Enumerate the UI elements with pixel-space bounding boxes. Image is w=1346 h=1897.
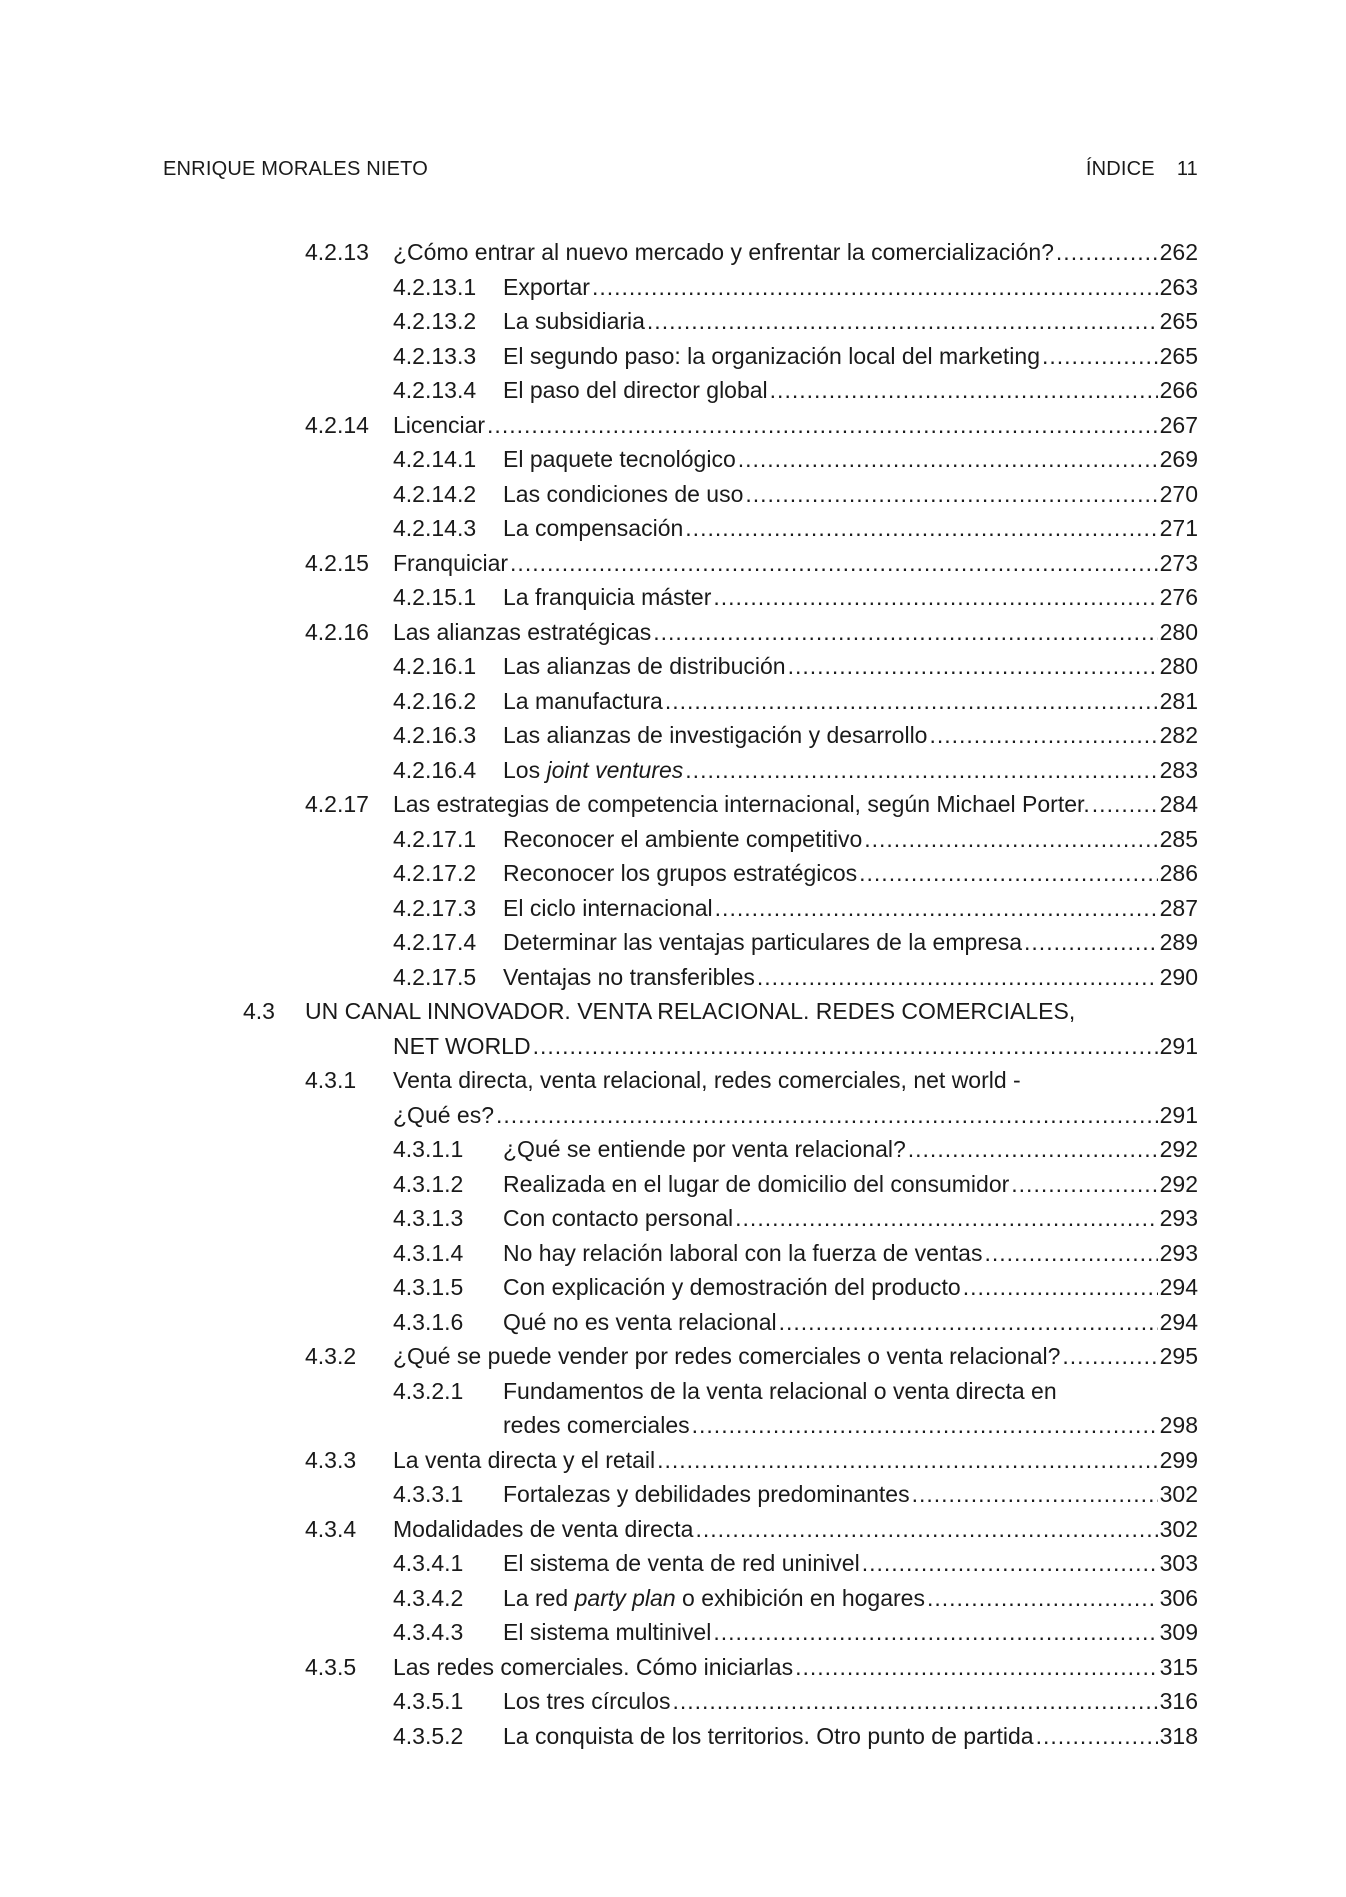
toc-entry-title: La manufactura [503, 687, 663, 714]
toc-entry [0, 994, 1346, 1029]
toc-entry-title: ¿Cómo entrar al nuevo mercado y enfrentar la comercialización? [393, 239, 1054, 265]
toc-entry-number: 4.2.16.1 [393, 653, 477, 679]
page-number: 11 [1176, 158, 1198, 180]
toc-entry-line [503, 1546, 1198, 1581]
toc-entry-page: 292 [1159, 1170, 1198, 1197]
toc-entry-page: 291 [1159, 1032, 1198, 1059]
toc-entry-number: 4.2.13.2 [393, 308, 477, 334]
toc-entry-line [503, 580, 1198, 615]
toc-dot-leader [692, 1408, 1158, 1443]
toc-entry-title: UN CANAL INNOVADOR. VENTA RELACIONAL. REDES COMERCIALES, [305, 998, 1076, 1024]
toc-dot-leader [665, 684, 1158, 719]
toc-entry-line [503, 373, 1198, 408]
toc-entry-title: Venta directa, venta relacional, redes comerciales, net world - [393, 1067, 1021, 1093]
toc-entry-page: 294 [1159, 1274, 1198, 1300]
toc-entry-line [503, 960, 1198, 995]
toc-entry-title: redes comerciales [503, 1412, 690, 1438]
toc-dot-leader [713, 580, 1157, 615]
toc-dot-leader [1062, 1339, 1157, 1374]
toc-entry-number: 4.2.16.2 [393, 687, 477, 714]
toc-entry-page: 266 [1159, 377, 1198, 403]
toc-entry-number: 4.3.1 [305, 1067, 357, 1093]
toc-entry [0, 787, 1346, 822]
toc-entry [0, 1270, 1346, 1305]
toc-entry-title: Licenciar [393, 411, 486, 438]
toc-entry-title: Los joint ventures [503, 756, 684, 783]
toc-entry-title: Qué no es venta relacional [503, 1308, 777, 1335]
toc-entry-title: El sistema multinivel [503, 1619, 712, 1645]
toc-dot-leader [738, 442, 1158, 477]
toc-entry-line [393, 1098, 1198, 1133]
toc-entry-page: 302 [1159, 1481, 1198, 1507]
toc-entry-line [503, 1684, 1198, 1719]
toc-entry-title: Fortalezas y debilidades predominantes [503, 1481, 910, 1507]
toc-entry-title: No hay relación laboral con la fuerza de ventas [503, 1239, 983, 1266]
toc-entry-page: 289 [1159, 929, 1198, 955]
toc-entry-title: El paso del director global [503, 377, 768, 403]
toc-dot-leader [487, 408, 1158, 443]
toc-entry-line [503, 477, 1198, 512]
toc-entry-title: Con contacto personal [503, 1205, 734, 1231]
toc-entry [0, 1167, 1346, 1202]
toc-entry [0, 1719, 1346, 1754]
toc-entry-line [503, 1615, 1198, 1650]
toc-entry-page: 285 [1159, 825, 1198, 852]
toc-entry [0, 1477, 1346, 1512]
toc-entry-page: 295 [1159, 1343, 1198, 1369]
toc-entry-title: El sistema de venta de red uninivel [503, 1550, 860, 1576]
toc-entry-page: 293 [1159, 1239, 1198, 1266]
toc-dot-leader [735, 1201, 1157, 1236]
toc-entry-number: 4.3.1.4 [393, 1239, 464, 1266]
toc-entry-number: 4.2.17.1 [393, 825, 477, 852]
toc-entry-page: 265 [1159, 342, 1198, 369]
toc-entry-number: 4.3.4 [305, 1515, 357, 1542]
toc-entry [0, 925, 1346, 960]
toc-entry-page: 263 [1159, 273, 1198, 300]
toc-entry-line [393, 1650, 1198, 1685]
toc-entry-line [503, 891, 1198, 926]
toc-entry-title: Exportar [503, 273, 590, 300]
toc-entry-title: Las alianzas estratégicas [393, 618, 652, 645]
toc-entry-number: 4.3.1.1 [393, 1136, 464, 1162]
toc-dot-leader [1036, 1719, 1158, 1754]
toc-dot-leader [657, 1443, 1158, 1478]
toc-dot-leader [672, 1684, 1157, 1719]
toc-entry-line [393, 615, 1198, 650]
toc-dot-leader [496, 1098, 1158, 1133]
toc-entry-number: 4.3 [243, 998, 275, 1024]
toc-entry-page: 306 [1159, 1584, 1198, 1611]
toc-entry-title: Franquiciar [393, 549, 509, 576]
toc-entry-number: 4.2.13.3 [393, 342, 477, 369]
toc-entry-page: 318 [1159, 1722, 1198, 1749]
toc-dot-leader [779, 1305, 1158, 1340]
toc-entry-page: 271 [1159, 515, 1198, 541]
running-header-section [1086, 158, 1198, 181]
toc-entry-title: Con explicación y demostración del producto [503, 1274, 961, 1300]
toc-entry-page: 292 [1159, 1136, 1198, 1162]
toc-dot-leader [859, 856, 1157, 891]
toc-entry [0, 684, 1346, 719]
toc-entry [0, 304, 1346, 339]
toc-entry [0, 270, 1346, 305]
toc-entry-line [503, 1236, 1198, 1271]
toc-dot-leader [533, 1029, 1158, 1064]
toc-entry-page: 262 [1159, 239, 1198, 265]
toc-dot-leader [695, 1512, 1157, 1547]
toc-entry-line [503, 718, 1198, 753]
toc-dot-leader [908, 1132, 1158, 1167]
toc-entry [0, 856, 1346, 891]
toc-entry-line [305, 994, 1198, 1029]
toc-entry-title: Realizada en el lugar de domicilio del consumidor [503, 1170, 1010, 1197]
toc-entry-title: La venta directa y el retail [393, 1446, 656, 1473]
toc-entry-number: 4.2.17.2 [393, 860, 477, 886]
toc-entry-page: 280 [1159, 618, 1198, 645]
toc-entry-page: 283 [1159, 756, 1198, 783]
toc-entry-number: 4.2.16.4 [393, 756, 477, 783]
toc-entry-number: 4.3.4.2 [393, 1584, 464, 1611]
toc-entry-number: 4.2.14.3 [393, 515, 477, 541]
toc-entry [0, 1546, 1346, 1581]
toc-dot-leader [685, 753, 1157, 788]
toc-entry-title: ¿Qué es? [393, 1101, 494, 1128]
toc-entry-page: 315 [1159, 1653, 1198, 1680]
toc-dot-leader [929, 718, 1157, 753]
toc-entry-number: 4.2.15.1 [393, 584, 477, 610]
toc-entry-title: La red party plan o exhibición en hogares [503, 1584, 925, 1611]
toc-dot-leader [1024, 925, 1158, 960]
toc-dot-leader [927, 1581, 1158, 1616]
toc-entry-number: 4.2.13 [305, 239, 369, 265]
toc-entry [0, 442, 1346, 477]
toc-entry-number: 4.3.1.2 [393, 1170, 464, 1197]
toc-entry-line [393, 1443, 1198, 1478]
toc-entry-line [503, 339, 1198, 374]
toc-entry-page: 270 [1159, 480, 1198, 507]
toc-dot-leader [745, 477, 1157, 512]
toc-entry-page: 280 [1159, 653, 1198, 679]
toc-entry [0, 1305, 1346, 1340]
toc-entry-number: 4.3.2.1 [393, 1377, 464, 1404]
toc-entry-line [503, 1477, 1198, 1512]
toc-dot-leader [715, 891, 1158, 926]
toc-entry [0, 649, 1346, 684]
toc-dot-leader [757, 960, 1158, 995]
toc-entry-number: 4.3.3 [305, 1446, 357, 1473]
toc-entry-number: 4.3.1.3 [393, 1205, 464, 1231]
toc-entry-title: Modalidades de venta directa [393, 1515, 694, 1542]
toc-entry [0, 1512, 1346, 1547]
toc-entry-page: 290 [1159, 963, 1198, 990]
toc-entry-title: Las alianzas de distribución [503, 653, 786, 679]
toc-entry-line [503, 1132, 1198, 1167]
toc-entry-title: Las redes comerciales. Cómo iniciarlas [393, 1653, 794, 1680]
toc-entry-title: La franquicia máster [503, 584, 712, 610]
toc-dot-leader [963, 1270, 1158, 1305]
toc-dot-leader [713, 1615, 1157, 1650]
toc-entry [0, 1374, 1346, 1409]
toc-dot-leader [1092, 787, 1158, 822]
toc-entry-number: 4.2.13.1 [393, 273, 477, 300]
toc-entry-number: 4.3.2 [305, 1343, 357, 1369]
toc-entry-number: 4.3.1.6 [393, 1308, 464, 1335]
toc-entry-title: Los tres círculos [503, 1688, 671, 1714]
toc-entry-title: Las alianzas de investigación y desarrollo [503, 722, 928, 748]
toc-entry-number: 4.2.14.1 [393, 446, 477, 472]
toc-entry [0, 1684, 1346, 1719]
toc-entry [0, 1408, 1346, 1443]
toc-entry-number: 4.2.16 [305, 618, 369, 645]
toc-entry-line [503, 1305, 1198, 1340]
toc-entry [0, 1063, 1346, 1098]
toc-entry [0, 1098, 1346, 1133]
toc-entry-number: 4.2.17 [305, 791, 369, 817]
toc-entry-number: 4.3.5.2 [393, 1722, 464, 1749]
toc-entry [0, 1615, 1346, 1650]
toc-dot-leader [862, 1546, 1158, 1581]
toc-dot-leader [685, 511, 1157, 546]
toc-entry-title: El paquete tecnológico [503, 446, 736, 472]
toc-entry-line [503, 684, 1198, 719]
toc-entry-line [503, 753, 1198, 788]
toc-entry [0, 580, 1346, 615]
toc-entry [0, 373, 1346, 408]
toc-entry-line [503, 822, 1198, 857]
toc-entry-line [503, 1167, 1198, 1202]
toc-entry-line [503, 1374, 1198, 1409]
toc-entry-number: 4.3.5.1 [393, 1688, 464, 1714]
toc-dot-leader [795, 1650, 1158, 1685]
toc-entry-number: 4.2.13.4 [393, 377, 477, 403]
toc-entry-page: 299 [1159, 1446, 1198, 1473]
toc-dot-leader [984, 1236, 1157, 1271]
toc-entry-title: El ciclo internacional [503, 894, 713, 921]
toc-entry-title: Las condiciones de uso [503, 480, 744, 507]
toc-entry-number: 4.3.4.1 [393, 1550, 464, 1576]
toc-entry [0, 1650, 1346, 1685]
toc-entry-page: 287 [1159, 894, 1198, 921]
toc-entry-line [503, 649, 1198, 684]
toc-entry-page: 294 [1159, 1308, 1198, 1335]
toc-entry-page: 286 [1159, 860, 1198, 886]
toc-entry-line [393, 1029, 1198, 1064]
toc-entry [0, 511, 1346, 546]
toc-entry-number: 4.3.5 [305, 1653, 357, 1680]
toc-entry-page: 267 [1159, 411, 1198, 438]
toc-entry [0, 718, 1346, 753]
toc-entry [0, 1443, 1346, 1478]
toc-entry-title: Ventajas no transferibles [503, 963, 755, 990]
toc-entry-title: La conquista de los territorios. Otro punto de partida [503, 1722, 1034, 1749]
toc-entry-number: 4.3.4.3 [393, 1619, 464, 1645]
toc-entry-line [393, 1339, 1198, 1374]
toc-entry-page: 303 [1159, 1550, 1198, 1576]
toc-dot-leader [1056, 235, 1158, 270]
toc-entry-line [503, 1201, 1198, 1236]
toc-entry-title: ¿Qué se puede vender por redes comerciales o venta relacional? [393, 1343, 1061, 1369]
toc-entry-page: 282 [1159, 722, 1198, 748]
toc-entry [0, 615, 1346, 650]
toc-entry [0, 546, 1346, 581]
toc-entry-page: 281 [1159, 687, 1198, 714]
toc-entry-number: 4.3.1.5 [393, 1274, 464, 1300]
toc-entry-title: El segundo paso: la organización local del marketing [503, 342, 1040, 369]
toc-entry-line [393, 787, 1198, 822]
toc-entry-page: 291 [1159, 1101, 1198, 1128]
toc-entry-number: 4.2.16.3 [393, 722, 477, 748]
toc-entry [0, 477, 1346, 512]
toc-entry-title: Fundamentos de la venta relacional o venta directa en [503, 1377, 1057, 1404]
toc-dot-leader [647, 304, 1158, 339]
toc-entry [0, 960, 1346, 995]
toc-entry-line [503, 1408, 1198, 1443]
toc-entry-line [393, 408, 1198, 443]
toc-entry-line [503, 925, 1198, 960]
toc-entry-line [503, 1270, 1198, 1305]
header-section: ÍNDICE [1085, 158, 1155, 180]
toc-entry [0, 1339, 1346, 1374]
toc-entry-page: 298 [1159, 1412, 1198, 1438]
toc-entry-line [393, 235, 1198, 270]
toc-entry-line [503, 304, 1198, 339]
toc-entry-line [503, 511, 1198, 546]
toc-entry-title: Determinar las ventajas particulares de la empresa [503, 929, 1023, 955]
toc-entry-number: 4.2.14 [305, 411, 369, 438]
toc-entry-page: 293 [1159, 1205, 1198, 1231]
toc-entry [0, 1132, 1346, 1167]
toc-dot-leader [864, 822, 1157, 857]
toc-entry [0, 339, 1346, 374]
toc-entry-title: NET WORLD [393, 1032, 531, 1059]
toc-entry-line [393, 1063, 1198, 1098]
toc-entry [0, 235, 1346, 270]
toc-entry-title: ¿Qué se entiende por venta relacional? [503, 1136, 906, 1162]
toc-entry-number: 4.2.14.2 [393, 480, 477, 507]
toc-dot-leader [653, 615, 1157, 650]
toc-entry-line [503, 442, 1198, 477]
toc-entry-line [503, 1581, 1198, 1616]
toc-entry-line [503, 1719, 1198, 1754]
toc-entry-line [503, 270, 1198, 305]
toc-entry-page: 316 [1159, 1688, 1198, 1714]
toc-entry-number: 4.2.17.5 [393, 963, 477, 990]
toc-dot-leader [592, 270, 1158, 305]
toc-entry-number: 4.3.3.1 [393, 1481, 464, 1507]
toc-entry-title: La compensación [503, 515, 684, 541]
toc-entry [0, 1581, 1346, 1616]
toc-entry [0, 1029, 1346, 1064]
toc-entry [0, 408, 1346, 443]
toc-entry [0, 1236, 1346, 1271]
running-header-author [163, 158, 428, 181]
toc-entry-number: 4.2.17.4 [393, 929, 477, 955]
toc-entry-title: Las estrategias de competencia internacional, según Michael Porter. [393, 791, 1090, 817]
toc-entry-page: 302 [1159, 1515, 1198, 1542]
table-of-contents [0, 235, 1346, 1753]
header-author: ENRIQUE MORALES NIETO [163, 158, 428, 180]
toc-entry-number: 4.2.15 [305, 549, 369, 576]
toc-entry-line [393, 1512, 1198, 1547]
toc-dot-leader [912, 1477, 1158, 1512]
toc-entry [0, 891, 1346, 926]
toc-dot-leader [510, 546, 1158, 581]
toc-entry-title: La subsidiaria [503, 308, 645, 334]
toc-entry-page: 273 [1159, 549, 1198, 576]
toc-dot-leader [788, 649, 1158, 684]
toc-entry-title: Reconocer los grupos estratégicos [503, 860, 858, 886]
toc-dot-leader [1042, 339, 1158, 374]
toc-entry-page: 284 [1159, 791, 1198, 817]
toc-entry [0, 753, 1346, 788]
toc-entry-page: 309 [1159, 1619, 1198, 1645]
toc-entry [0, 1201, 1346, 1236]
toc-dot-leader [1011, 1167, 1157, 1202]
toc-entry-line [393, 546, 1198, 581]
toc-entry-page: 265 [1159, 308, 1198, 334]
toc-entry [0, 822, 1346, 857]
toc-entry-page: 269 [1159, 446, 1198, 472]
toc-entry-title: Reconocer el ambiente competitivo [503, 825, 863, 852]
toc-entry-number: 4.2.17.3 [393, 894, 477, 921]
toc-entry-line [503, 856, 1198, 891]
toc-dot-leader [770, 373, 1158, 408]
toc-entry-page: 276 [1159, 584, 1198, 610]
